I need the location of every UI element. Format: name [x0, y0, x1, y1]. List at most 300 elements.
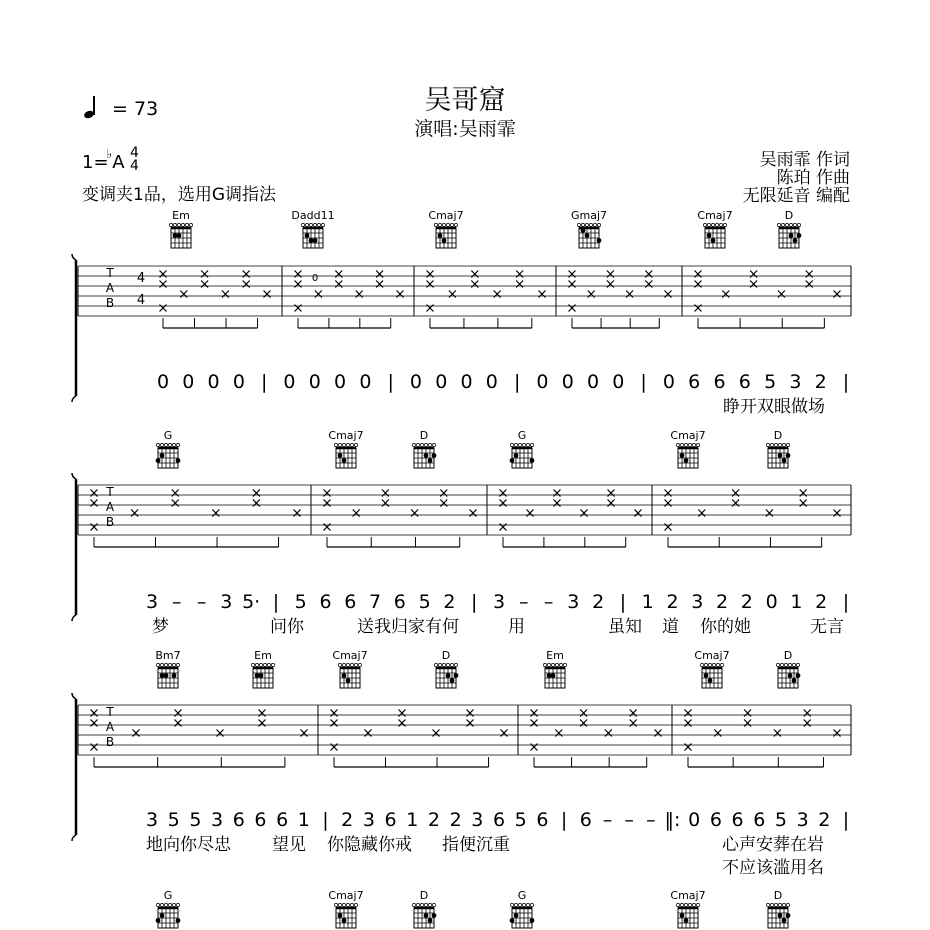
- open-string-mark: [782, 443, 785, 446]
- chord-diagram-em: [543, 649, 566, 688]
- notation-note: 6: [738, 371, 751, 393]
- chord-name: D: [773, 889, 783, 902]
- lyric-fragment: 指便沉重: [442, 835, 510, 855]
- notation-note: 0: [612, 371, 625, 393]
- open-string-mark: [766, 443, 769, 446]
- notation-note: 0: [308, 371, 321, 393]
- chord-dot: [342, 673, 347, 678]
- open-string-mark: [420, 903, 423, 906]
- chord-dot: [438, 233, 443, 238]
- open-string-mark: [692, 903, 695, 906]
- open-string-mark: [703, 223, 706, 226]
- notation-note: 3: [691, 591, 704, 613]
- chord-dot: [782, 458, 787, 463]
- chord-dot: [778, 453, 783, 458]
- open-string-mark: [770, 903, 773, 906]
- open-string-mark: [547, 663, 550, 666]
- chord-diagram-cmaj7: [328, 429, 363, 468]
- chord-dot: [711, 238, 716, 243]
- open-string-mark: [766, 903, 769, 906]
- open-string-mark: [354, 903, 357, 906]
- open-string-mark: [450, 663, 453, 666]
- chord-diagram-cmaj7: [670, 429, 705, 468]
- open-string-mark: [684, 443, 687, 446]
- open-string-mark: [696, 903, 699, 906]
- open-string-mark: [712, 663, 715, 666]
- tab-clef-letter: T: [106, 485, 114, 499]
- open-string-mark: [720, 663, 723, 666]
- open-string-mark: [577, 223, 580, 226]
- lyric-fragment: 问你: [270, 617, 304, 637]
- open-string-mark: [518, 443, 521, 446]
- chord-name: Cmaj7: [694, 649, 730, 662]
- open-string-mark: [185, 223, 188, 226]
- open-string-mark: [526, 443, 529, 446]
- open-string-mark: [711, 223, 714, 226]
- chord-diagram-d: [412, 889, 436, 928]
- notation-note: 6: [753, 809, 766, 831]
- open-string-mark: [704, 663, 707, 666]
- open-string-mark: [530, 443, 533, 446]
- open-string-mark: [334, 443, 337, 446]
- notation-note: 0: [561, 371, 574, 393]
- chord-dot: [707, 233, 712, 238]
- notation-note: 3: [145, 591, 159, 613]
- chord-name: Em: [546, 649, 564, 662]
- notation-note: 2: [716, 591, 729, 613]
- chord-dot: [793, 238, 798, 243]
- chord-name: Dadd11: [291, 209, 335, 222]
- numbered-notation-line-2: [146, 591, 849, 613]
- lyric-fragment: 不应该滥用名: [722, 858, 824, 878]
- open-string-mark: [781, 223, 784, 226]
- open-string-mark: [160, 663, 163, 666]
- chord-dot: [708, 678, 713, 683]
- open-string-mark: [676, 443, 679, 446]
- open-string-mark: [700, 663, 703, 666]
- notation-note: 2: [815, 591, 828, 613]
- chord-dot: [597, 238, 602, 243]
- chord-name: D: [783, 649, 793, 662]
- open-string-mark: [251, 663, 254, 666]
- open-string-mark: [346, 663, 349, 666]
- open-string-mark: [432, 443, 435, 446]
- open-string-mark: [342, 663, 345, 666]
- open-string-mark: [177, 223, 180, 226]
- open-string-mark: [428, 903, 431, 906]
- open-string-mark: [255, 663, 258, 666]
- sustain-dash: –: [196, 591, 207, 613]
- chord-dot: [454, 673, 459, 678]
- notation-note: 5: [418, 591, 431, 613]
- open-string-mark: [168, 443, 171, 446]
- chord-dot: [684, 918, 689, 923]
- open-string-mark: [338, 663, 341, 666]
- lyric-fragment: 用: [508, 617, 525, 637]
- open-string-mark: [172, 443, 175, 446]
- chord-name: G: [517, 889, 527, 902]
- chord-dot: [788, 673, 793, 678]
- chord-dot: [530, 918, 535, 923]
- open-string-mark: [172, 903, 175, 906]
- notation-note: 5: [764, 371, 777, 393]
- open-string-mark: [442, 223, 445, 226]
- notation-note: 1: [297, 809, 310, 831]
- open-string-mark: [684, 903, 687, 906]
- notation-note: 0: [435, 371, 448, 393]
- notation-note: 2: [818, 809, 831, 831]
- notation-note: 0: [283, 371, 296, 393]
- open-string-mark: [263, 663, 266, 666]
- lyric-fragment: 虽知: [608, 617, 642, 637]
- open-string-mark: [680, 443, 683, 446]
- open-string-mark: [680, 903, 683, 906]
- lyric-fragment: 梦: [152, 617, 169, 637]
- open-string-mark: [164, 663, 167, 666]
- open-string-mark: [181, 223, 184, 226]
- lyric-fragment: 道: [662, 617, 679, 637]
- notation-note: 2: [666, 591, 679, 613]
- tab-fret-number: 0: [311, 273, 319, 284]
- chord-diagram-em: [251, 649, 274, 688]
- tab-clef-letter: B: [105, 735, 115, 749]
- open-string-mark: [707, 223, 710, 226]
- open-string-mark: [309, 223, 312, 226]
- sustain-dash: –: [519, 591, 529, 613]
- song-title: 吴哥窟: [424, 85, 506, 116]
- chord-diagram-d: [776, 649, 800, 688]
- open-string-mark: [354, 663, 357, 666]
- open-string-mark: [156, 903, 159, 906]
- open-string-mark: [770, 443, 773, 446]
- chord-dot: [338, 913, 343, 918]
- open-string-mark: [692, 443, 695, 446]
- notation-note: 3: [567, 591, 580, 613]
- tab-clef-letter: B: [105, 515, 115, 529]
- chord-dot: [309, 238, 314, 243]
- notation-note: 7: [369, 591, 382, 613]
- chord-dot: [442, 238, 447, 243]
- chord-name: D: [441, 649, 451, 662]
- open-string-mark: [173, 223, 176, 226]
- chord-dot: [585, 233, 590, 238]
- open-string-mark: [342, 903, 345, 906]
- capo-note: 变调夹1品，选用G调指法: [82, 185, 276, 205]
- chord-name: Cmaj7: [328, 429, 364, 442]
- chord-dot: [172, 673, 177, 678]
- numbered-notation-line-1: [157, 371, 849, 393]
- open-string-mark: [676, 903, 679, 906]
- tab-staff-2: [72, 473, 851, 621]
- tempo-value: = 73: [112, 98, 159, 120]
- open-string-mark: [530, 903, 533, 906]
- chord-diagram-dadd11: [291, 209, 334, 248]
- notation-note: 2: [740, 591, 753, 613]
- open-string-mark: [514, 443, 517, 446]
- open-string-mark: [442, 663, 445, 666]
- chord-dot: [450, 678, 455, 683]
- lyric-fragment: 无言: [810, 617, 844, 637]
- tab-clef-letter: B: [105, 296, 115, 310]
- notation-note: 0: [156, 371, 170, 393]
- chord-dot: [176, 918, 181, 923]
- open-string-mark: [176, 443, 179, 446]
- tab-time-top: 4: [136, 271, 146, 286]
- open-string-mark: [708, 663, 711, 666]
- notation-note: 6: [709, 809, 722, 831]
- chord-dot: [346, 678, 351, 683]
- chord-dot: [551, 673, 556, 678]
- chord-dot: [786, 913, 791, 918]
- chord-dot: [338, 453, 343, 458]
- notation-note: 2: [341, 809, 354, 831]
- chord-diagram-cmaj7: [332, 649, 367, 688]
- chord-name: Em: [172, 209, 190, 222]
- notation-note: 0: [688, 809, 701, 831]
- chord-diagram-cmaj7: [694, 649, 729, 688]
- chord-dot: [424, 453, 429, 458]
- notation-note: 6: [319, 591, 332, 613]
- open-string-mark: [412, 443, 415, 446]
- chord-dot: [778, 913, 783, 918]
- notation-note: 6: [393, 591, 406, 613]
- notation-note: 3: [220, 591, 233, 613]
- open-string-mark: [446, 663, 449, 666]
- notation-note: 0: [536, 371, 549, 393]
- open-string-mark: [334, 903, 337, 906]
- chord-dot: [514, 913, 519, 918]
- notation-note: 1: [790, 591, 803, 613]
- notation-note: 0: [485, 371, 498, 393]
- notation-barline: |: [842, 371, 850, 393]
- chord-dot: [305, 233, 310, 238]
- notation-barline: |: [260, 371, 268, 393]
- open-string-mark: [434, 663, 437, 666]
- notation-barline: |: [471, 591, 478, 613]
- chord-dot: [156, 458, 161, 463]
- open-string-mark: [259, 663, 262, 666]
- open-string-mark: [784, 663, 787, 666]
- chord-diagram-em: [169, 209, 192, 248]
- sustain-dash: –: [646, 809, 656, 831]
- chord-dot: [581, 228, 586, 233]
- open-string-mark: [555, 663, 558, 666]
- notation-note: 5: [189, 809, 202, 831]
- notation-barline: |: [513, 371, 521, 393]
- chord-name: D: [419, 429, 429, 442]
- notation-note: 0: [207, 371, 220, 393]
- chord-diagram-d: [412, 429, 436, 468]
- open-string-mark: [716, 663, 719, 666]
- chord-dot: [432, 453, 437, 458]
- notation-note: 3: [471, 809, 484, 831]
- chord-dot: [782, 918, 787, 923]
- open-string-mark: [169, 223, 172, 226]
- chord-diagram-d: [434, 649, 458, 688]
- open-string-mark: [510, 903, 513, 906]
- open-string-mark: [164, 443, 167, 446]
- chord-diagram-cmaj7: [328, 889, 363, 928]
- open-string-mark: [428, 443, 431, 446]
- open-string-mark: [438, 223, 441, 226]
- lyric-fragment: 送我归家有何: [357, 617, 459, 637]
- notation-note: 6: [492, 809, 506, 831]
- notation-barline: |: [842, 591, 850, 613]
- open-string-mark: [585, 223, 588, 226]
- singer-line: 演唱:吴雨霏: [414, 118, 516, 140]
- open-string-mark: [797, 223, 800, 226]
- open-string-mark: [563, 663, 566, 666]
- chord-name: D: [773, 429, 783, 442]
- notation-note: 5·: [242, 591, 261, 613]
- chord-dot: [156, 918, 161, 923]
- tab-time-bottom: 4: [136, 293, 146, 308]
- notation-note: 2: [449, 809, 462, 831]
- open-string-mark: [551, 663, 554, 666]
- open-string-mark: [160, 903, 163, 906]
- chord-name: G: [163, 889, 173, 902]
- chord-dot: [177, 233, 182, 238]
- notation-note: 0: [232, 371, 245, 393]
- lyrics-line-2: [152, 617, 844, 637]
- notation-note: 6: [713, 371, 726, 393]
- chord-dot: [160, 453, 165, 458]
- chord-name: D: [784, 209, 794, 222]
- notation-note: 3: [362, 809, 375, 831]
- notation-barline: |: [322, 809, 329, 831]
- notation-barline: |: [387, 371, 394, 393]
- open-string-mark: [350, 443, 353, 446]
- open-string-mark: [522, 443, 525, 446]
- chord-name: D: [419, 889, 429, 902]
- lyric-fragment: 地向你尽忠: [146, 835, 231, 855]
- notation-barline: |: [560, 809, 568, 831]
- flat-sign: ♭: [106, 147, 113, 161]
- open-string-mark: [786, 443, 789, 446]
- open-string-mark: [593, 223, 596, 226]
- open-string-mark: [176, 663, 179, 666]
- open-string-mark: [412, 903, 415, 906]
- chord-name: Em: [254, 649, 272, 662]
- chord-diagram-gmaj7: [571, 209, 607, 248]
- open-string-mark: [346, 443, 349, 446]
- chord-dot: [424, 913, 429, 918]
- open-string-mark: [719, 223, 722, 226]
- notation-note: 6: [232, 809, 245, 831]
- open-string-mark: [789, 223, 792, 226]
- open-string-mark: [514, 903, 517, 906]
- open-string-mark: [522, 903, 525, 906]
- notation-barline: |: [272, 591, 280, 613]
- open-string-mark: [164, 903, 167, 906]
- chord-dot: [510, 918, 515, 923]
- open-string-mark: [420, 443, 423, 446]
- open-string-mark: [597, 223, 600, 226]
- notation-barline: |: [640, 371, 647, 393]
- open-string-mark: [301, 223, 304, 226]
- chord-dot: [510, 458, 515, 463]
- chord-diagram-cmaj7: [697, 209, 732, 248]
- chord-dot: [792, 678, 797, 683]
- open-string-mark: [723, 223, 726, 226]
- composer-credit: 陈珀 作曲: [776, 168, 850, 188]
- open-string-mark: [424, 443, 427, 446]
- chord-diagram-g: [156, 429, 181, 468]
- chord-name: Bm7: [155, 649, 181, 662]
- notation-note: 3: [145, 809, 159, 831]
- open-string-mark: [267, 663, 270, 666]
- chord-dot: [342, 918, 347, 923]
- open-string-mark: [774, 903, 777, 906]
- chord-name: Cmaj7: [697, 209, 733, 222]
- chord-dot: [176, 458, 181, 463]
- open-string-mark: [774, 443, 777, 446]
- open-string-mark: [559, 663, 562, 666]
- open-string-mark: [434, 223, 437, 226]
- chord-dot: [428, 458, 433, 463]
- open-string-mark: [793, 223, 796, 226]
- open-string-mark: [454, 223, 457, 226]
- open-string-mark: [777, 223, 780, 226]
- key-signature: 1=♭A: [82, 147, 125, 173]
- open-string-mark: [358, 663, 361, 666]
- lyric-fragment: 望见: [272, 835, 306, 855]
- lyric-fragment: 你隐藏你戒: [327, 835, 412, 855]
- chord-dot: [259, 673, 264, 678]
- open-string-mark: [160, 443, 163, 446]
- sustain-dash: –: [543, 591, 554, 613]
- chord-dot: [786, 453, 791, 458]
- notation-note: 5: [294, 591, 307, 613]
- open-string-mark: [785, 223, 788, 226]
- chord-diagram-d: [766, 889, 790, 928]
- open-string-mark: [438, 663, 441, 666]
- notation-note: 6: [254, 809, 267, 831]
- open-string-mark: [317, 223, 320, 226]
- open-string-mark: [696, 443, 699, 446]
- chord-name: G: [163, 429, 173, 442]
- open-string-mark: [346, 903, 349, 906]
- open-string-mark: [543, 663, 546, 666]
- open-string-mark: [526, 903, 529, 906]
- chord-dot: [530, 458, 535, 463]
- notation-note: 2: [592, 591, 605, 613]
- notation-note: 1: [406, 809, 419, 831]
- open-string-mark: [416, 903, 419, 906]
- open-string-mark: [305, 223, 308, 226]
- chord-name: Cmaj7: [670, 429, 706, 442]
- tab-clef-letter: A: [105, 500, 115, 514]
- notation-note: 0: [409, 371, 423, 393]
- chord-name: G: [517, 429, 527, 442]
- notation-note: 3: [492, 591, 506, 613]
- chord-name: Gmaj7: [570, 209, 608, 222]
- chord-dot: [164, 673, 169, 678]
- open-string-mark: [788, 663, 791, 666]
- chord-dot: [680, 453, 685, 458]
- chord-dot: [796, 673, 801, 678]
- lyrics-line-3: [146, 835, 824, 878]
- open-string-mark: [338, 903, 341, 906]
- open-string-mark: [454, 663, 457, 666]
- sustain-dash: –: [172, 591, 182, 613]
- chord-name: Cmaj7: [670, 889, 706, 902]
- open-string-mark: [446, 223, 449, 226]
- chord-dot: [789, 233, 794, 238]
- tab-clef-letter: T: [106, 266, 114, 280]
- open-string-mark: [168, 663, 171, 666]
- chord-diagram-g: [510, 429, 535, 468]
